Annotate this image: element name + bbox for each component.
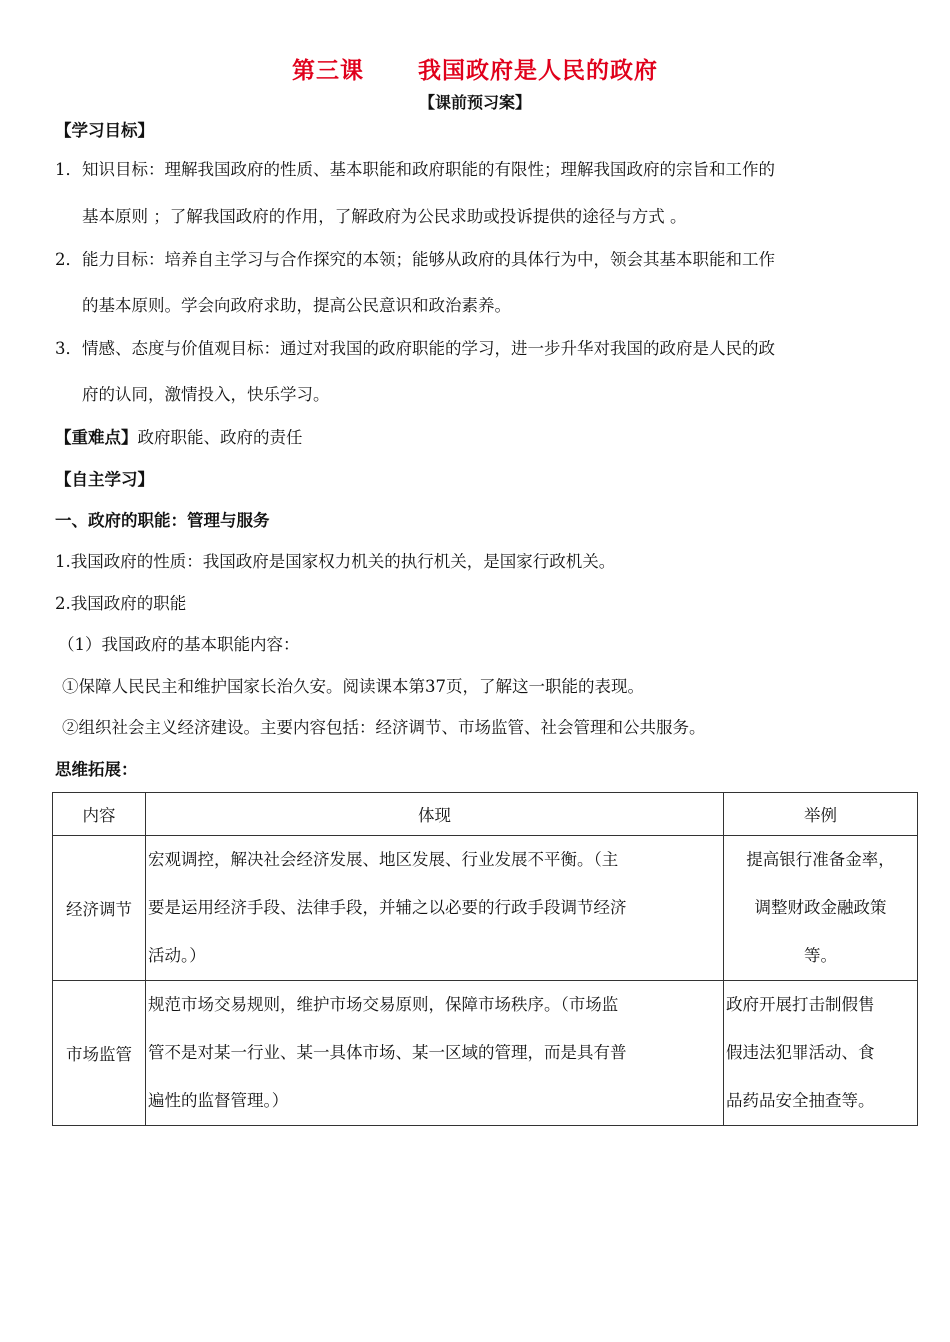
objective-2-line1: 2．能力目标：培养自主学习与合作探究的本领；能够从政府的具体行为中，领会其基本职能和工作 (55, 250, 775, 269)
row-example-line: 假违法犯罪活动、食 (726, 1043, 875, 1062)
page-subtitle: 【课前预习案】 (418, 93, 531, 112)
row-example-line: 政府开展打击制假售 (726, 995, 875, 1014)
row-name: 经济调节 (53, 836, 146, 981)
objectives-heading: 【学习目标】 (55, 121, 154, 140)
row-example-line: 调整财政金融政策 (754, 898, 887, 917)
study-line-4: ①保障人民民主和维护国家长治久安。阅读课本第37页，了解这一职能的表现。 (62, 677, 644, 696)
objective-2-line2: 的基本原则。学会向政府求助，提高公民意识和政治素养。 (82, 296, 511, 315)
key-points-text: 政府职能、政府的责任 (137, 428, 303, 447)
key-points-label: 【重难点】 (55, 428, 138, 447)
row-content (146, 981, 724, 1126)
thinking-label: 思维拓展： (55, 760, 138, 779)
row-content-line: 宏观调控，解决社会经济发展、地区发展、行业发展不平衡。（主 (148, 850, 619, 869)
study-line-5: ②组织社会主义经济建设。主要内容包括：经济调节、市场监管、社会管理和公共服务。 (62, 718, 706, 737)
table-row (53, 836, 918, 981)
row-content-line: 要是运用经济手段、法律手段，并辅之以必要的行政手段调节经济 (148, 898, 627, 917)
header-cell-manifestation: 体现 (146, 793, 724, 836)
self-study-heading: 【自主学习】 (55, 470, 154, 489)
row-content (146, 836, 724, 981)
table-header-row (53, 793, 918, 836)
row-content-line: 规范市场交易规则，维护市场交易原则，保障市场秩序。（市场监 (148, 995, 619, 1014)
study-line-1: 1.我国政府的性质：我国政府是国家权力机关的执行机关，是国家行政机关。 (55, 552, 616, 571)
page-title: 第三课 我国政府是人民的政府 (291, 58, 659, 84)
objective-1-line2: 基本原则 ；了解我国政府的作用，了解政府为公民求助或投诉提供的途径与方式 。 (82, 207, 687, 226)
row-content-line: 活动。） (148, 946, 206, 965)
objective-1-line1: 1．知识目标：理解我国政府的性质、基本职能和政府职能的有限性；理解我国政府的宗旨和工作的 (55, 160, 775, 179)
row-content-line: 遍性的监督管理。） (148, 1091, 289, 1110)
functions-table (52, 792, 918, 1126)
row-name: 市场监管 (53, 981, 146, 1126)
header-cell-content: 内容 (53, 793, 146, 836)
row-example-line: 等。 (804, 946, 837, 965)
study-line-3: （1）我国政府的基本职能内容： (58, 635, 300, 654)
objective-3-line1: 3．情感、态度与价值观目标：通过对我国的政府职能的学习，进一步升华对我国的政府是人民的政 (55, 339, 775, 358)
header-cell-example: 举例 (724, 793, 918, 836)
row-content-line: 管不是对某一行业、某一具体市场、某一区域的管理，而是具有普 (148, 1043, 627, 1062)
table-row (53, 981, 918, 1126)
row-example (724, 981, 918, 1126)
objective-3-line2: 府的认同，激情投入，快乐学习。 (82, 385, 330, 404)
study-line-2: 2.我国政府的职能 (55, 594, 187, 613)
key-points (55, 424, 303, 448)
row-example-line: 提高银行准备金率， (746, 850, 895, 869)
section-title: 一、政府的职能：管理与服务 (55, 511, 270, 530)
row-example (724, 836, 918, 981)
row-example-line: 品药品安全抽查等。 (726, 1091, 875, 1110)
